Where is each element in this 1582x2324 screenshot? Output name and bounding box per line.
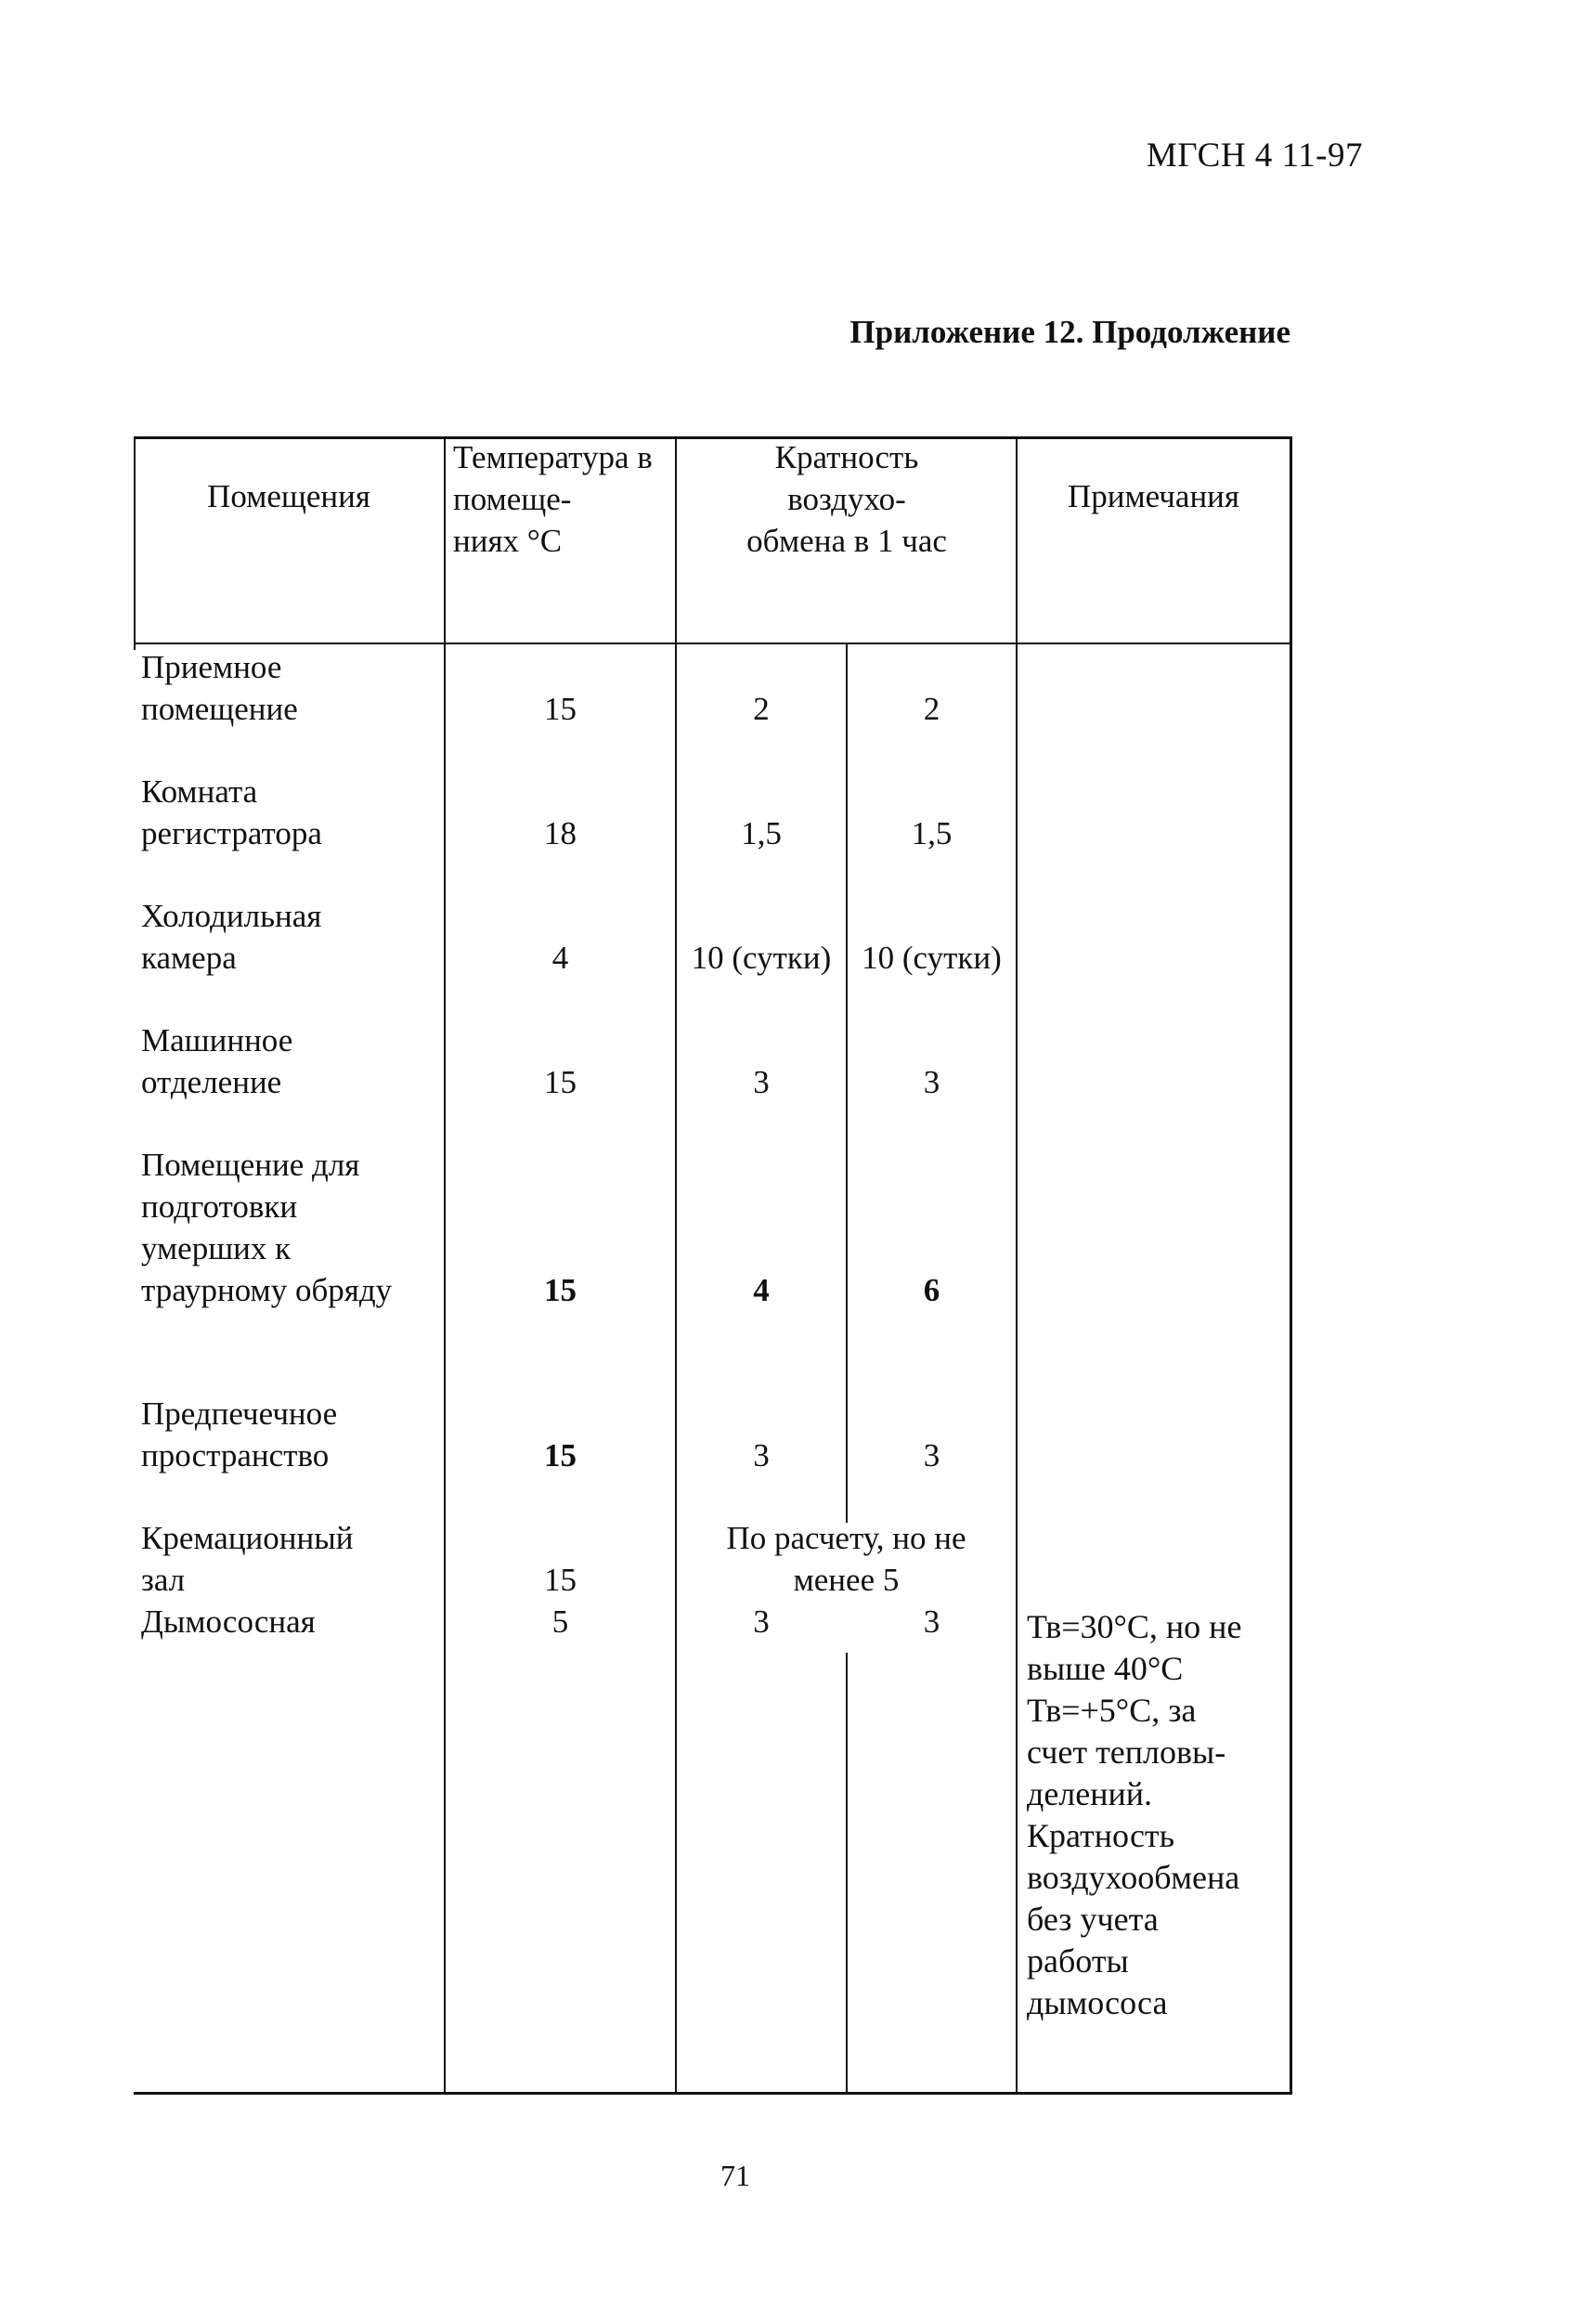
row-note [1027,1606,1241,2024]
row-room [141,895,321,979]
row-supply: 3 [753,1603,770,1640]
row-temp: 15 [544,1437,577,1474]
table-col-divider-1 [444,436,446,2095]
row-room-line: подготовки [141,1188,298,1225]
table-col-divider-3 [1016,436,1018,2095]
row-room-line: Приемное [141,649,282,685]
row-room-line: регистратора [141,815,322,851]
row-temp: 15 [544,691,577,727]
row-temp: 15 [544,1272,577,1308]
row-room: Дымососная [141,1603,316,1640]
table-border-left [134,436,136,650]
row-room-line: зал [141,1562,186,1598]
row-supply: 3 [753,1437,770,1474]
header-rooms: Помещения [207,478,370,514]
table-col-divider-exchange-b [846,1653,848,2095]
row-room-line: отделение [141,1064,282,1100]
row-supply: 4 [753,1272,770,1308]
doc-code: МГСН 4 11-97 [1146,136,1363,175]
row-temp: 18 [544,815,577,851]
header-temperature [453,436,653,562]
row-note-line: без учета [1027,1901,1159,1938]
row-room [141,771,322,854]
header-air-exchange-line: воздухо- [787,481,906,517]
row-exhaust: 10 (сутки) [862,940,1002,976]
appendix-title: Приложение 12. Продолжение [849,314,1290,350]
row-room-line: камера [141,940,237,976]
row-exhaust: 3 [923,1064,940,1100]
row-supply: 2 [753,691,770,727]
row-exhaust: 6 [923,1272,940,1308]
row-exhaust: 2 [923,691,940,727]
row-room-line: Холодильная [141,898,322,934]
row-note-line: Тв=+5°С, за [1027,1692,1197,1729]
row-room-line: траурному обряду [141,1272,393,1308]
page-number: 71 [720,2159,750,2192]
row-note-line: дымососа [1027,1984,1168,2021]
row-note-line: счет тепловы- [1027,1733,1226,1771]
header-notes: Примечания [1067,478,1239,514]
header-temperature-line: ниях °С [453,523,563,559]
row-room-line: Машинное [141,1022,293,1058]
row-room-line: помещение [141,691,298,727]
row-merged-exchange [677,1517,1016,1601]
row-room [141,1517,354,1601]
row-temp: 5 [551,1603,569,1640]
header-air-exchange-line: Кратность [774,439,919,475]
row-room-line: Комната [141,773,258,810]
row-room-line: Помещение для [141,1147,360,1183]
row-supply: 10 (сутки) [691,940,832,976]
row-room [141,1393,337,1476]
row-temp: 15 [544,1562,577,1598]
table-border-right [1290,436,1292,2095]
row-room-line: умерших к [141,1230,292,1266]
row-merged-exchange-line: По расчету, но не [726,1520,966,1556]
row-room [141,646,298,730]
row-room [141,1144,392,1311]
header-temperature-line: Температура в [453,439,653,475]
row-room-line: пространство [141,1437,330,1474]
row-room [141,1019,292,1103]
header-temperature-line: помеще- [453,481,572,517]
table-col-divider-2 [675,436,677,2095]
row-note-line: выше 40°С [1027,1650,1184,1687]
row-exhaust: 3 [923,1437,940,1474]
row-supply: 1,5 [741,815,782,851]
row-room-line: Кремационный [141,1520,354,1556]
table-border-header [134,643,1292,644]
row-temp: 15 [544,1064,577,1100]
ventilation-table [134,436,1292,2095]
row-supply: 3 [753,1064,770,1100]
row-exhaust: 3 [923,1603,940,1640]
header-air-exchange-line: обмена в 1 час [746,523,947,559]
row-note-line: Тв=30°С, но не [1027,1608,1242,1645]
row-merged-exchange-line: менее 5 [793,1562,900,1598]
row-exhaust: 1,5 [911,815,953,851]
row-note-line: Кратность [1027,1817,1175,1854]
row-note-line: работы [1027,1942,1129,1980]
row-room-line: Предпечечное [141,1396,338,1432]
row-temp: 4 [551,940,569,976]
header-air-exchange [675,436,1018,562]
row-note-line: воздухообмена [1027,1859,1240,1896]
table-border-bottom [134,2092,1292,2095]
row-note-line: делений. [1027,1775,1153,1812]
